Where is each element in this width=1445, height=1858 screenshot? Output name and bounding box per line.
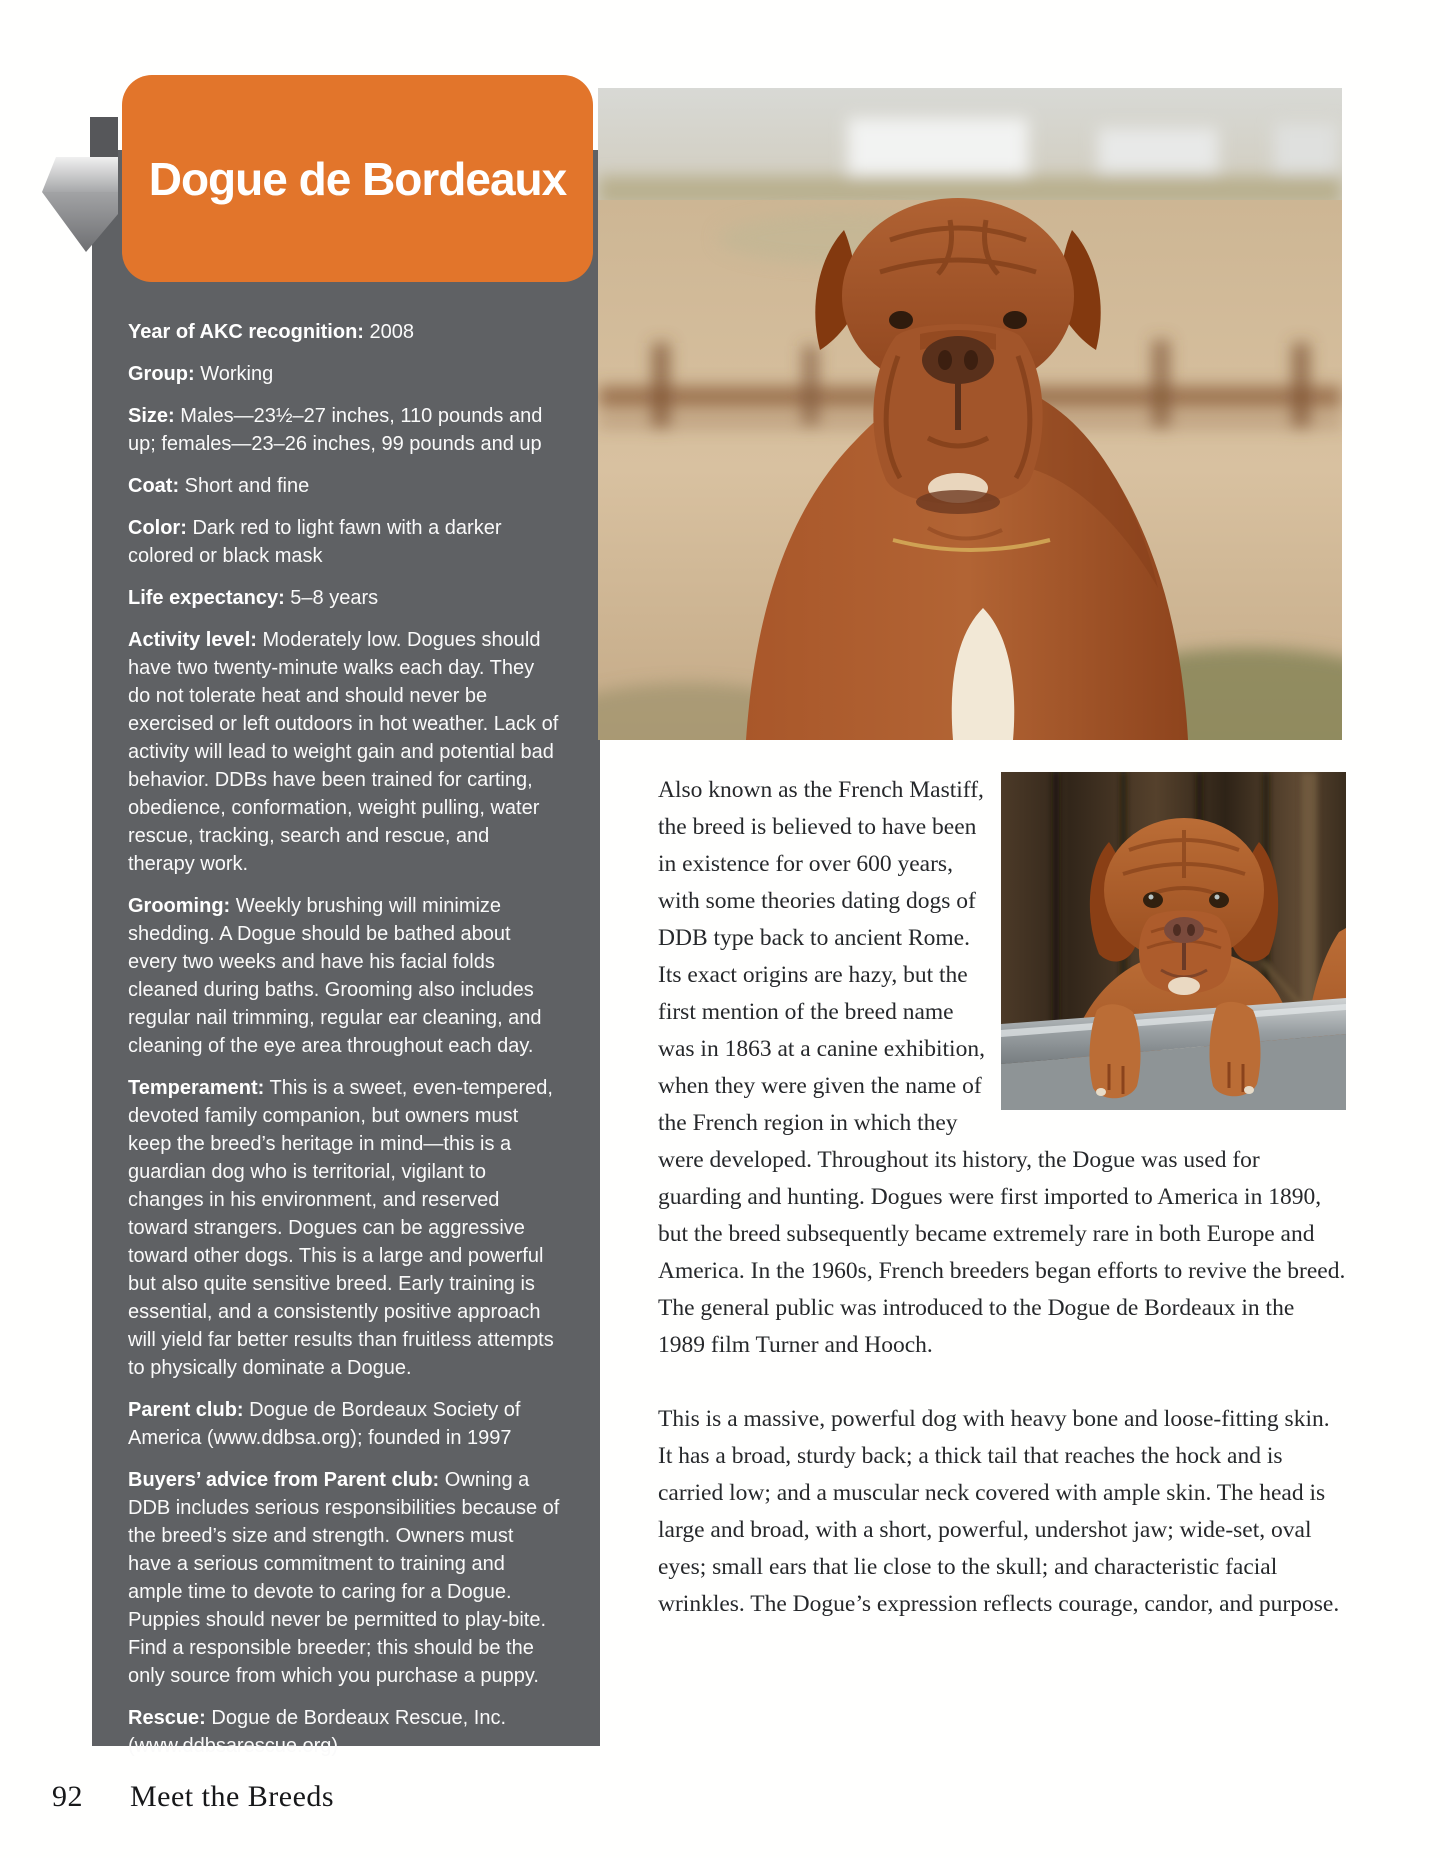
puppy-nose bbox=[1164, 917, 1204, 943]
sidebar-entry-rescue bbox=[128, 1704, 560, 1760]
nose bbox=[922, 336, 994, 384]
puppy-dogue-illustration bbox=[1001, 772, 1346, 1110]
ribbon-band bbox=[42, 157, 118, 192]
sidebar-entry-life-expectancy bbox=[128, 584, 560, 612]
puppy-chin bbox=[1168, 977, 1200, 995]
entry-label: Year of AKC recognition: bbox=[128, 321, 364, 343]
entry-text: Dogue de Bordeaux Rescue, Inc. (www.ddbsarescue.org) bbox=[128, 1707, 507, 1757]
puppy-right-eye bbox=[1209, 892, 1229, 908]
breed-title-plate bbox=[122, 75, 593, 282]
article-body bbox=[658, 772, 1346, 1660]
breed-info-list bbox=[128, 318, 560, 1774]
puppy-left-paw bbox=[1090, 1004, 1141, 1098]
adult-dogue-illustration bbox=[598, 88, 1342, 740]
ribbon-bookmark-decoration bbox=[40, 110, 125, 260]
sidebar-entry-activity-level bbox=[128, 626, 560, 878]
left-eye bbox=[889, 311, 913, 329]
right-eye bbox=[1003, 311, 1027, 329]
body-paragraph-description: This is a massive, powerful dog with heavy bone and loose-fitting skin. It has a broad, sturdy back; a thick tail that reaches the hock and is carried low; and a muscular neck covered with ample skin. The head is large and broad, with a short, powerful, undershot jaw; wide-set, oval eyes; small ears that lie close to the skull; and characteristic facial wrinkles. The Dogue’s expression reflects courage, candor, and purpose. bbox=[658, 1406, 1340, 1617]
puppy-right-paw bbox=[1210, 1002, 1261, 1096]
entry-text: Working bbox=[200, 363, 274, 385]
sidebar-entry-group bbox=[128, 360, 560, 388]
running-footer-title: Meet the Breeds bbox=[130, 1780, 335, 1813]
body-paragraph-history: Also known as the French Mastiff, the breed is believed to have been in existence for over 600 years, with some theories dating dogs of DDB type back to ancient Rome. Its exact origins are hazy, but the first mention of the breed name was in 1863 at a canine exhibition, when they were given the name of the French region in which they were developed. Throughout its history, the Dogue was used for guarding and hunting. Dogues were first imported to America in 1890, but the breed subsequently became extremely rare in both Europe and America. In the 1960s, French breeders began efforts to revive the breed. The general public was introduced to the Dogue de Bordeaux in the 1989 film Turner and Hooch. bbox=[658, 777, 1346, 1358]
entry-text: This is a sweet, even-tempered, devoted family companion, but owners must keep the breed’s heritage in mind—this is a guardian dog who is territorial, vigilant to changes in his environment, and reserved toward strangers. Dogues can be aggressive toward other dogs. This is a large and powerful but also quite sensitive breed. Early training is essential, and a consistently positive approach will yield far better results than fruitless attempts to physically dominate a Dogue. bbox=[128, 1077, 554, 1379]
entry-text: 5–8 years bbox=[290, 587, 379, 609]
entry-text: Owning a DDB includes serious responsibilities because of the breed’s size and strength. Owners must have a serious commitment to training and ample time to devote to caring for a Dogue. Puppies should never be permitted to play-bite. Find a responsible breeder; this should be the only source from which you purchase a puppy. bbox=[128, 1469, 560, 1687]
breed-info-sidebar bbox=[92, 150, 600, 1757]
entry-text: Dogue de Bordeaux Society of America (www.ddbsa.org); founded in 1997 bbox=[128, 1399, 521, 1449]
entry-text: Moderately low. Dogues should have two twenty-minute walks each day. They do not tolerate heat and should never be exercised or left outdoors in hot weather. Lack of activity will lead to weight gain and potential bad behavior. DDBs have been trained for carting, obedience, conformation, weight pulling, water rescue, tracking, search and rescue, and therapy work. bbox=[128, 629, 559, 875]
sidebar-entry-size bbox=[128, 402, 560, 458]
entry-label: Life expectancy: bbox=[128, 587, 285, 609]
sidebar-entry-temperament bbox=[128, 1074, 560, 1382]
entry-label: Temperament: bbox=[128, 1077, 265, 1099]
entry-text: Short and fine bbox=[184, 475, 310, 497]
sidebar-entry-buyers-advice bbox=[128, 1466, 560, 1690]
sidebar-entry-akc-year bbox=[128, 318, 560, 346]
puppy-left-eye bbox=[1143, 892, 1163, 908]
sidebar-entry-parent-club bbox=[128, 1396, 560, 1452]
ribbon-fold bbox=[42, 192, 118, 252]
sidebar-entry-color bbox=[128, 514, 560, 570]
sidebar-entry-grooming bbox=[128, 892, 560, 1060]
entry-label: Size: bbox=[128, 405, 175, 427]
sidebar-entry-coat bbox=[128, 472, 560, 500]
entry-text: 2008 bbox=[369, 321, 415, 343]
entry-label: Activity level: bbox=[128, 629, 257, 651]
entry-label: Rescue: bbox=[128, 1707, 206, 1729]
adult-dogue-photo bbox=[598, 88, 1342, 740]
entry-label: Color: bbox=[128, 517, 187, 539]
entry-label: Group: bbox=[128, 363, 195, 385]
puppy-dogue-photo bbox=[1001, 772, 1346, 1110]
entry-label: Parent club: bbox=[128, 1399, 244, 1421]
page-title: Dogue de Bordeaux bbox=[148, 152, 567, 205]
entry-text: Dark red to light fawn with a darker colored or black mask bbox=[128, 517, 502, 567]
entry-text: Males—23½–27 inches, 110 pounds and up; females—23–26 inches, 99 pounds and up bbox=[128, 405, 543, 455]
entry-label: Buyers’ advice from Parent club: bbox=[128, 1469, 440, 1491]
entry-label: Coat: bbox=[128, 475, 180, 497]
page-number: 92 bbox=[52, 1780, 83, 1813]
entry-text: Weekly brushing will minimize shedding. A Dogue should be bathed about every two weeks and have his facial folds cleaned during baths. Grooming also includes regular nail trimming, regular ear cleaning, and cleaning of the eye area throughout each day. bbox=[128, 895, 542, 1057]
entry-label: Grooming: bbox=[128, 895, 231, 917]
